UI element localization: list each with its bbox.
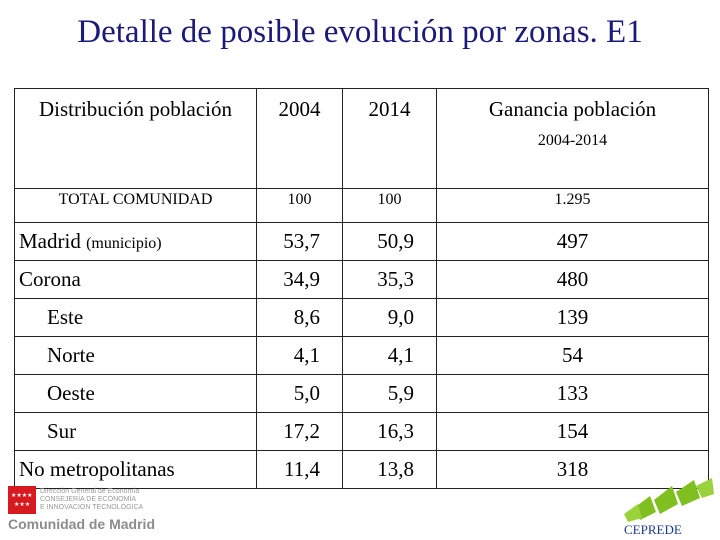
row-2014: 35,3 — [343, 261, 437, 299]
total-gain: 1.295 — [437, 189, 709, 223]
row-2004: 5,0 — [257, 375, 343, 413]
comunidad-de-madrid-logo — [8, 486, 183, 534]
header-gain — [437, 89, 709, 189]
row-2004: 53,7 — [257, 223, 343, 261]
row-name — [15, 223, 257, 261]
row-name: No metropolitanas — [15, 451, 257, 489]
total-label: TOTAL COMUNIDAD — [15, 189, 257, 223]
row-gain: 154 — [437, 413, 709, 451]
row-name: Corona — [15, 261, 257, 299]
table-row — [15, 299, 709, 337]
slide-title: Detalle de posible evolución por zonas. E1 — [77, 14, 643, 50]
row-2014: 13,8 — [343, 451, 437, 489]
total-2004: 100 — [257, 189, 343, 223]
row-gain: 480 — [437, 261, 709, 299]
population-table — [14, 88, 709, 489]
row-2014: 4,1 — [343, 337, 437, 375]
header-2014: 2014 — [343, 89, 437, 189]
row-2004: 8,6 — [257, 299, 343, 337]
org-line: Dirección General de Economía — [40, 488, 140, 495]
row-2004: 4,1 — [257, 337, 343, 375]
row-gain: 318 — [437, 451, 709, 489]
table-row — [15, 375, 709, 413]
table-row — [15, 337, 709, 375]
ceprede-leaf-icon — [620, 478, 716, 522]
ceprede-name: CEPREDE — [624, 522, 682, 537]
org-line: CONSEJERÍA DE ECONOMÍA — [40, 496, 137, 503]
row-2014: 9,0 — [343, 299, 437, 337]
row-gain: 54 — [437, 337, 709, 375]
row-gain: 133 — [437, 375, 709, 413]
header-gain-period: 2004-2014 — [537, 132, 608, 149]
header-gain-label: Ganancia población — [488, 97, 657, 121]
ceprede-logo — [620, 478, 716, 538]
row-name-note: (municipio) — [86, 235, 162, 252]
header-2004: 2004 — [257, 89, 343, 189]
org-department-text — [40, 488, 143, 512]
row-name: Este — [15, 299, 257, 337]
row-name: Sur — [15, 413, 257, 451]
row-name: Oeste — [15, 375, 257, 413]
total-2014: 100 — [343, 189, 437, 223]
table-row — [15, 451, 709, 489]
row-2014: 5,9 — [343, 375, 437, 413]
org-name: Comunidad de Madrid — [8, 516, 155, 532]
header-row — [15, 89, 709, 189]
table-row — [15, 261, 709, 299]
header-distribution: Distribución población — [15, 89, 257, 189]
row-2004: 17,2 — [257, 413, 343, 451]
row-2014: 16,3 — [343, 413, 437, 451]
row-name-text: Madrid — [19, 229, 81, 253]
row-name: Norte — [15, 337, 257, 375]
row-2014: 50,9 — [343, 223, 437, 261]
row-2004: 34,9 — [257, 261, 343, 299]
row-2004: 11,4 — [257, 451, 343, 489]
row-gain: 139 — [437, 299, 709, 337]
table-row — [15, 223, 709, 261]
madrid-flag-icon: ★★★★ ★★★ — [8, 486, 36, 514]
table-row — [15, 413, 709, 451]
total-row — [15, 189, 709, 223]
row-gain: 497 — [437, 223, 709, 261]
org-line: E INNOVACIÓN TECNOLÓGICA — [40, 504, 144, 511]
